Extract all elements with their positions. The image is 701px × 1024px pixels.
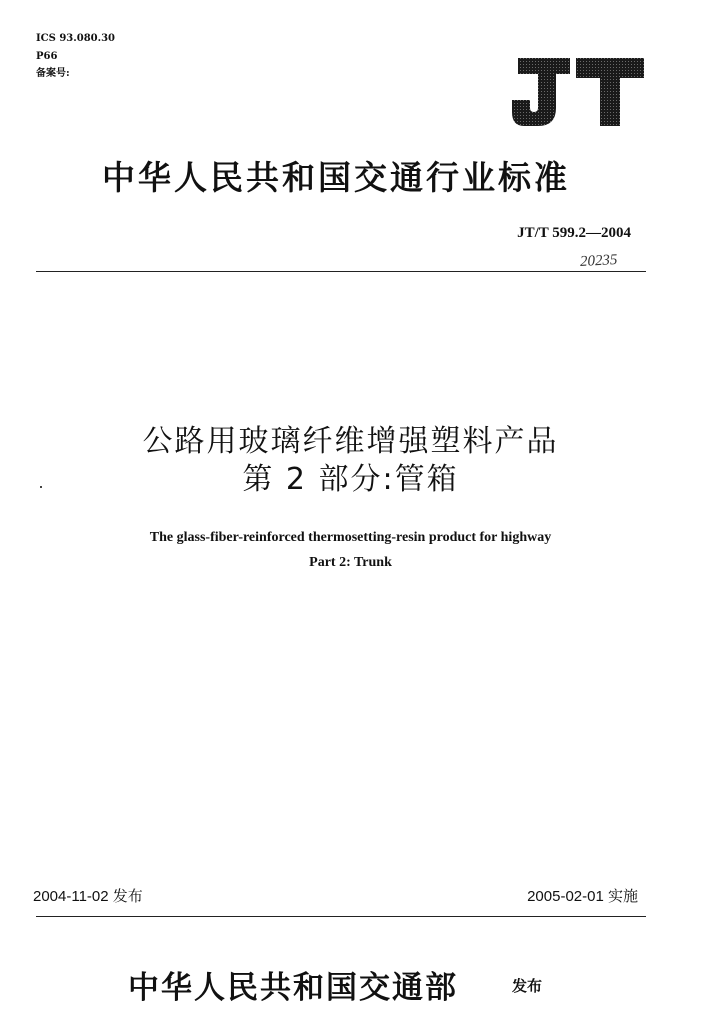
- document-subtitle-en: Part 2: Trunk: [309, 555, 392, 570]
- implementation-date: 2005-02-01 实施: [527, 888, 638, 905]
- classification-code: P66: [36, 51, 58, 62]
- jt-logo: [510, 54, 646, 128]
- document-title-cn: 公路用玻璃纤维增强塑料产品: [142, 424, 559, 459]
- document-subtitle-cn: 第 2 部分:管箱: [242, 462, 459, 497]
- publish-label: 发布: [512, 977, 543, 995]
- ics-code: ICS 93.080.30: [36, 33, 116, 44]
- footer-divider: [36, 916, 646, 917]
- standard-name: 中华人民共和国交通行业标准: [102, 158, 570, 197]
- header-divider: [36, 271, 646, 272]
- handwritten-note: 20235: [579, 252, 618, 270]
- publisher-name: 中华人民共和国交通部: [128, 970, 458, 1006]
- standard-number: JT/T 599.2—2004: [517, 225, 631, 241]
- document-title-en: The glass-fiber-reinforced thermosetting-resin product for highway: [149, 530, 552, 545]
- issue-date: 2004-11-02 发布: [33, 888, 143, 905]
- scan-speck: [40, 486, 42, 488]
- record-number-label: 备案号:: [36, 68, 70, 79]
